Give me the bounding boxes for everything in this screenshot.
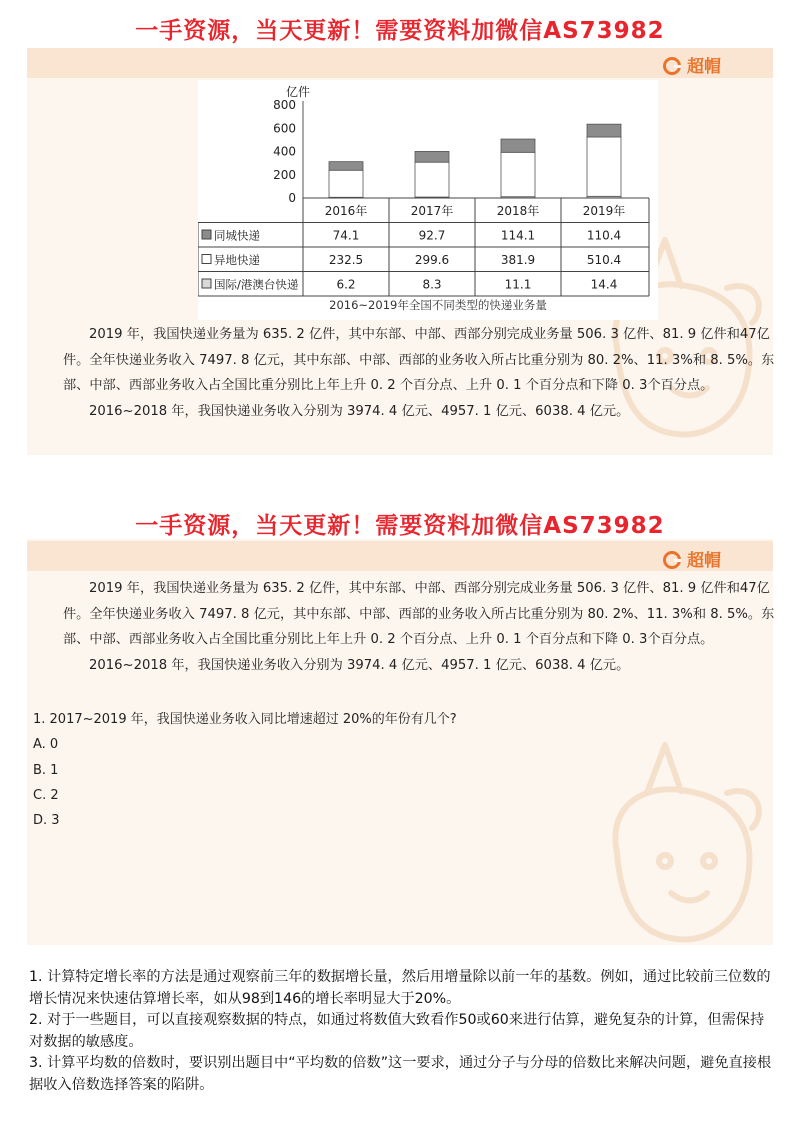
brand-mark — [663, 52, 721, 77]
bar-segment — [329, 170, 363, 197]
material-paragraph: 2016~2018 年，我国快递业务收入分别为 3974. 4 亿元、4957. 1 亿元、6038. 4 亿元。 — [89, 657, 630, 673]
y-tick-label: 0 — [288, 191, 296, 205]
note-item: 2. 对于一些题目，可以直接观察数据的特点，如通过将数值大致看作50或60来进行估算，避免复杂的计算，但需保持对数据的敏感度。 — [29, 1012, 765, 1050]
material-paragraph: 2019 年，我国快递业务量为 635. 2 亿件，其中东部、中部、西部分别完成业务量 506. 3 亿件、81. 9 亿件和47亿件。全年快递业务收入 7497. 8 亿元，其中东部、中部、西部的业务收入所占比重分别为 80. 2%、11. 3%和 8. 5%。东部、中部、西部业务收入占全国比重分别比上年上升 0. 2 个百分点、上升 0. 1 个百分点和下降 0. 3个百分点。 — [63, 581, 775, 647]
data-label: 92.7 — [418, 228, 446, 243]
data-label: 11.1 — [504, 277, 532, 292]
brand-mark — [663, 546, 721, 571]
y-tick-label: 800 — [273, 98, 296, 112]
promo-banner: 一手资源，当天更新！需要资料加微信AS73982 — [27, 513, 773, 539]
brand-name: 超帽 — [687, 551, 721, 571]
legend-swatch — [202, 279, 211, 288]
material-paragraph: 2016~2018 年，我国快递业务收入分别为 3974. 4 亿元、4957. 1 亿元、6038. 4 亿元。 — [89, 403, 630, 419]
data-label: 8.3 — [422, 277, 442, 292]
category-label: 2016年 — [324, 204, 368, 218]
option-b[interactable]: B. 1 — [33, 762, 59, 778]
legend-swatch — [202, 230, 211, 239]
data-label: 232.5 — [328, 253, 364, 267]
category-label: 2018年 — [496, 204, 540, 218]
chart-title: 2016~2019年全国不同类型的快递业务量 — [329, 298, 547, 312]
material-paragraph: 2019 年，我国快递业务量为 635. 2 亿件，其中东部、中部、西部分别完成业务量 506. 3 亿件、81. 9 亿件和47亿件。全年快递业务收入 7497. 8 亿元，其中东部、中部、西部的业务收入所占比重分别为 80. 2%、11. 3%和 8. 5%。东部、中部、西部业务收入占全国比重分别比上年上升 0. 2 个百分点、上升 0. 1 个百分点和下降 0. 3个百分点。 — [63, 327, 775, 393]
bar-segment — [501, 139, 535, 152]
brand-name: 超帽 — [687, 57, 721, 77]
data-label: 6.2 — [336, 277, 356, 292]
bar-segment — [587, 124, 621, 137]
brand-logo-icon — [663, 57, 681, 75]
mascot-watermark-icon — [587, 733, 773, 945]
question-block — [33, 707, 457, 833]
material-panel-1 — [27, 0, 773, 455]
bar-segment — [415, 162, 449, 197]
note-item: 3. 计算平均数的倍数时，要识别出题目中“平均数的倍数”这一要求，通过分子与分母的倍数比来解决问题，避免直接根据收入倍数选择答案的陷阱。 — [29, 1055, 772, 1093]
y-tick-label: 400 — [273, 144, 296, 159]
chart-svg — [198, 80, 658, 320]
data-label: 110.4 — [586, 228, 622, 243]
legend-label: 国际/港澳台快递 — [214, 277, 299, 292]
option-d[interactable]: D. 3 — [33, 813, 60, 829]
legend-swatch — [202, 255, 211, 264]
bar-segment — [415, 151, 449, 162]
bar-segment — [329, 162, 363, 171]
bar-segment — [501, 152, 535, 196]
y-tick-label: 600 — [273, 121, 296, 136]
data-label: 114.1 — [500, 228, 536, 243]
note-item: 1. 计算特定增长率的方法是通过观察前三年的数据增长量，然后用增量除以前一年的基数。例如，通过比较前三位数的增长情况来快速估算增长率，如从98到146的增长率明显大于20%。 — [29, 969, 771, 1007]
y-axis-label: 亿件 — [286, 85, 311, 99]
brand-logo-icon — [663, 551, 681, 569]
data-label: 381.9 — [500, 253, 536, 267]
legend-label: 同城快递 — [214, 228, 260, 243]
option-c[interactable]: C. 2 — [33, 787, 59, 803]
question-stem: 1. 2017~2019 年，我国快递业务收入同比增速超过 20%的年份有几个? — [33, 712, 457, 727]
material-text-1 — [63, 322, 779, 424]
data-label: 74.1 — [332, 228, 360, 243]
data-label: 14.4 — [590, 277, 618, 292]
brand-strip — [27, 541, 773, 571]
chart-figure — [198, 80, 658, 320]
material-text-2 — [63, 576, 779, 678]
category-label: 2017年 — [410, 204, 454, 218]
legend-label: 异地快递 — [214, 253, 260, 267]
promo-banner: 一手资源，当天更新！需要资料加微信AS73982 — [27, 0, 773, 48]
category-label: 2019年 — [582, 204, 626, 218]
data-label: 299.6 — [414, 253, 450, 267]
bar-segment — [587, 137, 621, 196]
y-tick-label: 200 — [273, 167, 296, 182]
solution-notes — [29, 967, 774, 1096]
data-label: 510.4 — [586, 253, 622, 267]
option-a[interactable]: A. 0 — [33, 737, 59, 753]
brand-strip — [27, 48, 773, 78]
